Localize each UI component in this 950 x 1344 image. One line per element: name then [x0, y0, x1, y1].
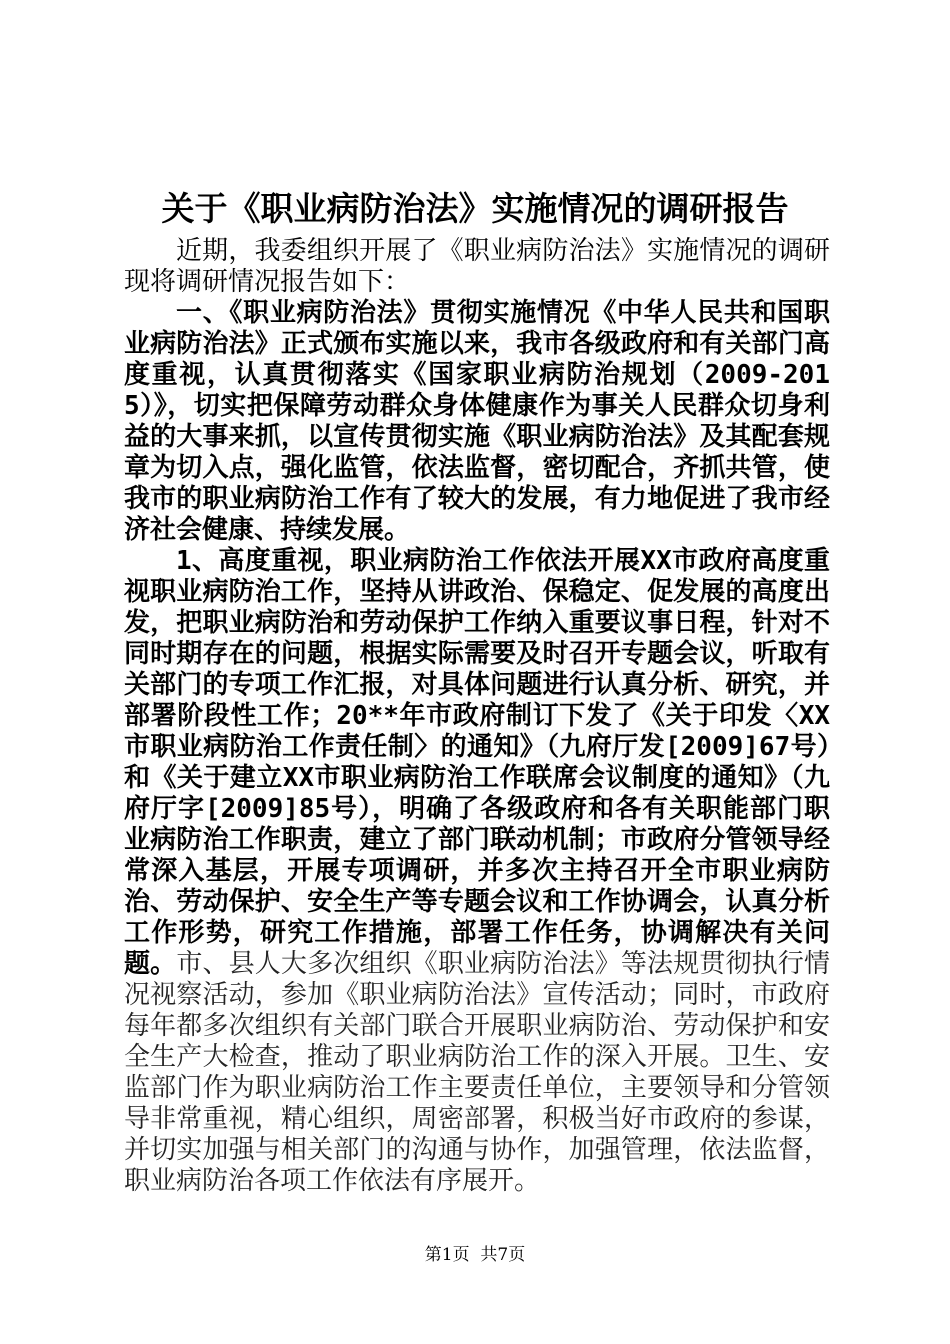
- section-one-paragraph: 一、《职业病防治法》贯彻实施情况《中华人民共和国职业病防治法》正式颁布实施以来，我市各级政府和有关部门高度重视，认真贯彻落实《国家职业病防治规划（2009-2015）》，切实把保障劳动群众身体健康作为事关人民群众切身利益的大事来抓，以宣传贯彻实施《职业病防治法》及其配套规章为切入点，强化监管，依法监督，密切配合，齐抓共管，使我市的职业病防治工作有了较大的发展，有力地促进了我市经济社会健康、持续发展。: [124, 298, 830, 545]
- document-body: [124, 236, 830, 1197]
- document-title: 关于《职业病防治法》实施情况的调研报告: [161, 189, 789, 228]
- npc-inspection-text: 市、县人大多次组织《职业病防治法》等法规贯彻执行情况视察活动，参加《职业病防治法》宣传活动；同时，市政府每年都多次组织有关部门联合开展职业病防治、劳动保护和安全生产大检查，推动了职业病防治工作的深入开展。卫生、安监部门作为职业病防治工作主要责任单位，主要领导和分管领导非常重视，精心组织，周密部署，积极当好市政府的参谋，并切实加强与相关部门的沟通与协作，加强管理，依法监督，职业病防治各项工作依法有序展开。: [124, 949, 830, 1196]
- subsection-one-paragraph: [124, 546, 830, 1197]
- subsection-one-text: 1、高度重视，职业病防治工作依法开展XX市政府高度重视职业病防治工作，坚持从讲政治、保稳定、促发展的高度出发，把职业病防治和劳动保护工作纳入重要议事日程，针对不同时期存在的问题，根据实际需要及时召开专题会议，听取有关部门的专项工作汇报，对具体问题进行认真分析、研究，并部署阶段性工作；20**年市政府制订下发了《关于印发〈XX市职业病防治工作责任制〉的通知》（九府厅发[2009]67号）和《关于建立XX市职业病防治工作联席会议制度的通知》（九府厅字[2009]85号），明确了各级政府和各有关职能部门职业病防治工作职责，建立了部门联动机制；市政府分管领导经常深入基层，开展专项调研，并多次主持召开全市职业病防治、劳动保护、安全生产等专题会议和工作协调会，认真分析工作形势，研究工作措施，部署工作任务，协调解决有关问题。: [124, 546, 830, 979]
- intro-paragraph: 近期，我委组织开展了《职业病防治法》实施情况的调研现将调研情况报告如下：: [124, 236, 830, 297]
- page-footer: 第1页 共7页: [424, 1245, 526, 1265]
